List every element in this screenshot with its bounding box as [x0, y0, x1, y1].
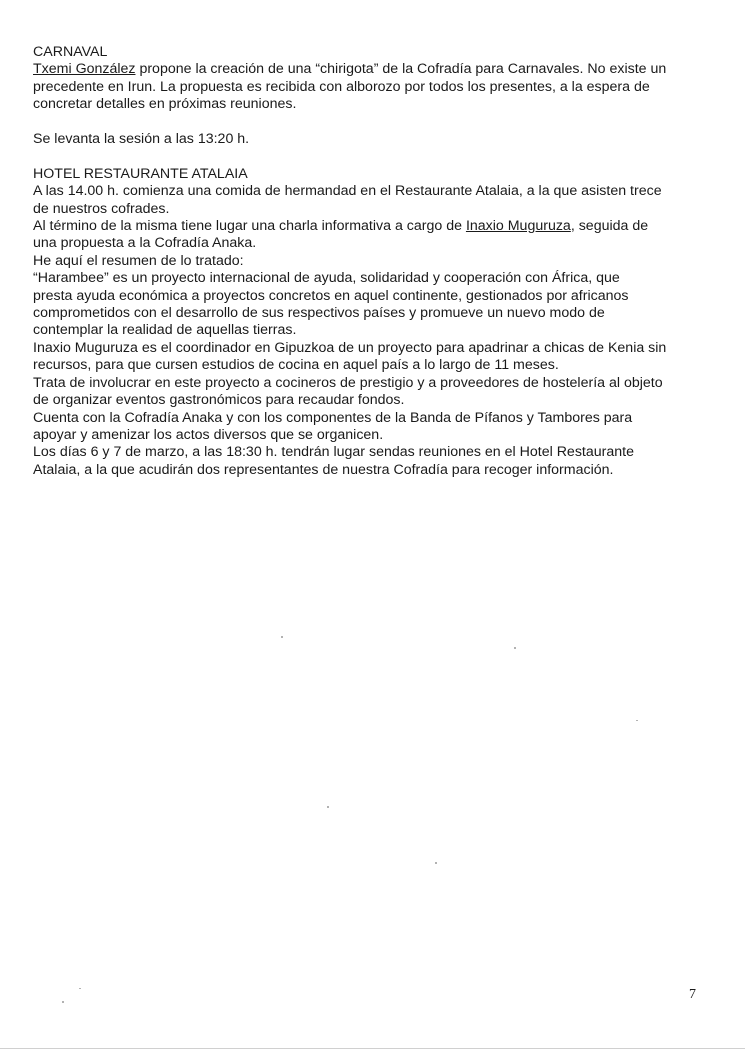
section-hotel: [33, 166, 713, 479]
hotel-paragraph-7: [33, 410, 713, 445]
hotel-paragraph-2: [33, 218, 713, 253]
hotel-p8-line-1: Los días 6 y 7 de marzo, a las 18:30 h. tendrán lugar sendas reuniones en el Hotel Restaurante: [33, 444, 634, 461]
hotel-p5-line-2: recursos, para que cursen estudios de cocina en aquel país a lo largo de 11 meses.: [33, 357, 559, 374]
carnaval-paragraph: [33, 61, 713, 113]
section-title-carnaval: CARNAVAL: [33, 44, 108, 60]
hotel-p2-line-1a: Al término de la misma tiene lugar una charla informativa a cargo de: [33, 218, 466, 235]
hotel-paragraph-5: [33, 340, 713, 375]
hotel-p2-line-1b: , seguida de: [570, 218, 649, 235]
hotel-p1-line-2: de nuestros cofrades.: [33, 200, 170, 217]
hotel-p1-line-1: A las 14.00 h. comienza una comida de hermandad en el Restaurante Atalaia, a la que asisten trece: [33, 183, 662, 200]
scan-speck: [281, 636, 283, 638]
scan-speck: [327, 806, 329, 808]
carnaval-line-1: propone la creación de una “chirigota” de la Cofradía para Carnavales. No existe un: [135, 61, 667, 78]
person-name-inaxio: Inaxio Muguruza: [465, 218, 571, 235]
page-number: 7: [689, 987, 696, 1002]
document-body: [33, 44, 713, 479]
hotel-p7-line-1: Cuenta con la Cofradía Anaka y con los componentes de la Banda de Pífanos y Tambores para: [33, 409, 633, 426]
hotel-p4-line-3: comprometidos con el desarrollo de sus respectivos países y promueve un nuevo modo de: [33, 305, 605, 322]
scan-speck: [435, 862, 437, 864]
scan-speck: [514, 647, 516, 649]
hotel-paragraph-3: He aquí el resumen de lo tratado:: [33, 252, 244, 269]
scan-speck: [62, 1001, 64, 1003]
section-title-hotel: HOTEL RESTAURANTE ATALAIA: [33, 165, 248, 182]
scan-speck: [636, 720, 638, 721]
hotel-p7-line-2: apoyar y amenizar los actos diversos que se organicen.: [33, 426, 384, 443]
section-carnaval: [33, 44, 713, 114]
hotel-p4-line-4: contemplar la realidad de aquellas tierras.: [33, 322, 297, 339]
hotel-paragraph-1: [33, 183, 713, 218]
hotel-p8-line-2: Atalaia, a la que acudirán dos representantes de nuestra Cofradía para recoger información.: [33, 461, 614, 478]
spacer: [33, 114, 713, 131]
carnaval-line-2: precedente en Irun. La propuesta es recibida con alborozo por todos los presentes, a la espera de: [33, 78, 650, 95]
person-name-txemi: Txemi González: [33, 61, 136, 78]
hotel-p6-line-1: Trata de involucrar en este proyecto a cocineros de prestigio y a proveedores de hostelería al objeto: [33, 374, 663, 391]
hotel-p2-line-2: una propuesta a la Cofradía Anaka.: [33, 235, 257, 252]
spacer: [33, 148, 713, 165]
hotel-p5-line-1: Inaxio Muguruza es el coordinador en Gipuzkoa de un proyecto para apadrinar a chicas de Kenia sin: [33, 339, 667, 356]
hotel-p4-line-1: “Harambee” es un proyecto internacional de ayuda, solidaridad y cooperación con África, que: [33, 270, 620, 287]
hotel-paragraph-6: [33, 375, 713, 410]
scan-speck: [79, 988, 81, 989]
hotel-paragraph-8: [33, 444, 713, 479]
session-end-text: Se levanta la sesión a las 13:20 h.: [33, 131, 250, 148]
hotel-p4-line-2: presta ayuda económica a proyectos concretos en aquel continente, gestionados por africanos: [33, 287, 629, 304]
hotel-p6-line-2: de organizar eventos gastronómicos para recaudar fondos.: [33, 392, 405, 409]
hotel-paragraph-4: [33, 270, 713, 340]
scan-bottom-edge: [0, 1048, 745, 1049]
carnaval-line-3: concretar detalles en próximas reuniones.: [33, 96, 297, 113]
